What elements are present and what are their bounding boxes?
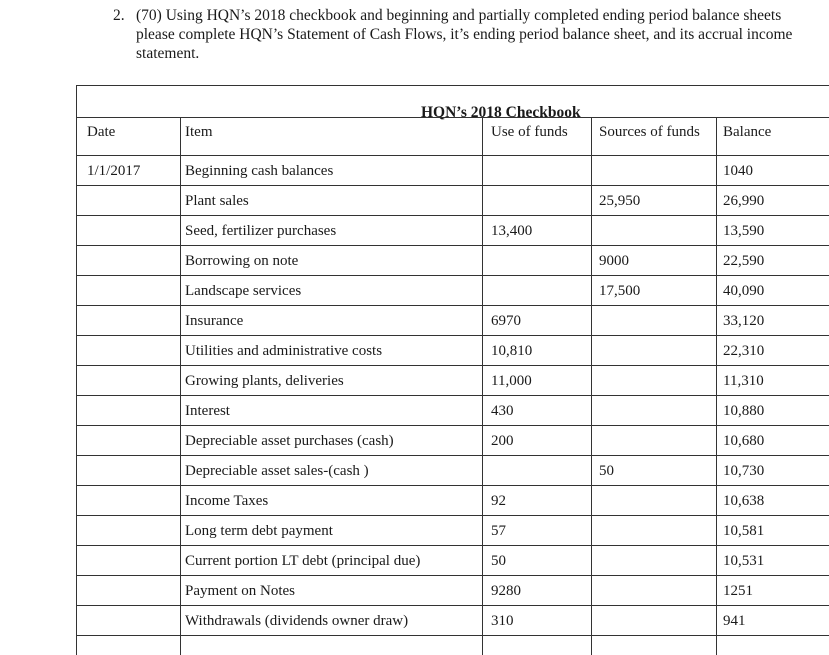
cell-date: 1/1/2017 [87,163,141,179]
table-vline [180,117,181,655]
table-vline [76,85,77,655]
header-use-of-funds: Use of funds [491,124,568,140]
cell-sources-of-funds: 25,950 [599,193,641,209]
cell-item: Interest [185,403,230,419]
header-sources-of-funds: Sources of funds [599,124,700,140]
cell-item: Insurance [185,313,244,329]
cell-balance: 10,581 [723,523,765,539]
cell-use-of-funds: 50 [491,553,506,569]
cell-item: Growing plants, deliveries [185,373,344,389]
cell-item: Long term debt payment [185,523,333,539]
cell-balance: 22,310 [723,343,765,359]
cell-balance: 1251 [723,583,753,599]
cell-use-of-funds: 310 [491,613,514,629]
cell-item: Beginning cash balances [185,163,334,179]
cell-use-of-funds: 200 [491,433,514,449]
cell-item: Plant sales [185,193,249,209]
cell-balance: 10,680 [723,433,765,449]
cell-balance: 11,310 [723,373,764,389]
cell-use-of-funds: 6970 [491,313,521,329]
cell-balance: 10,880 [723,403,765,419]
header-item: Item [185,124,213,140]
cell-use-of-funds: 10,810 [491,343,533,359]
cell-item: Income Taxes [185,493,269,509]
cell-use-of-funds: 11,000 [491,373,532,389]
cell-balance: 10,730 [723,463,765,479]
table-vline [591,117,592,655]
cell-item: Landscape services [185,283,302,299]
cell-balance: 13,590 [723,223,765,239]
question-number: 2. [113,7,125,24]
cell-use-of-funds: 430 [491,403,514,419]
cell-balance: 22,590 [723,253,765,269]
cell-balance: 941 [723,613,746,629]
cell-item: Depreciable asset purchases (cash) [185,433,394,449]
cell-item: Payment on Notes [185,583,295,599]
cell-balance: 10,531 [723,553,765,569]
table-vline [482,117,483,655]
cell-balance: 33,120 [723,313,765,329]
table-vline [716,117,717,655]
cell-item: Utilities and administrative costs [185,343,383,359]
cell-balance: 40,090 [723,283,765,299]
header-balance: Balance [723,124,772,140]
cell-use-of-funds: 9280 [491,583,521,599]
cell-use-of-funds: 57 [491,523,506,539]
cell-sources-of-funds: 9000 [599,253,629,269]
cell-sources-of-funds: 50 [599,463,614,479]
cell-balance: 1040 [723,163,753,179]
question-text: (70) Using HQN’s 2018 checkbook and beginning and partially completed ending period balance sheets please complete HQN’s Statement of Cash Flows, it’s ending period balance sheet, and its accrual income statement. [136,7,793,62]
cell-item: Seed, fertilizer purchases [185,223,337,239]
cell-item: Borrowing on note [185,253,299,269]
table-hline [76,85,829,86]
cell-use-of-funds: 92 [491,493,506,509]
cell-use-of-funds: 13,400 [491,223,533,239]
question-block [113,6,793,63]
cell-sources-of-funds: 17,500 [599,283,641,299]
cell-balance: 26,990 [723,193,765,209]
cell-balance: 10,638 [723,493,765,509]
cell-item: Withdrawals (dividends owner draw) [185,613,409,629]
cell-item: Current portion LT debt (principal due) [185,553,421,569]
checkbook-table [76,85,829,655]
cell-item: Depreciable asset sales-(cash ) [185,463,369,479]
header-date: Date [87,124,116,140]
table-title: HQN’s 2018 Checkbook [421,104,581,121]
